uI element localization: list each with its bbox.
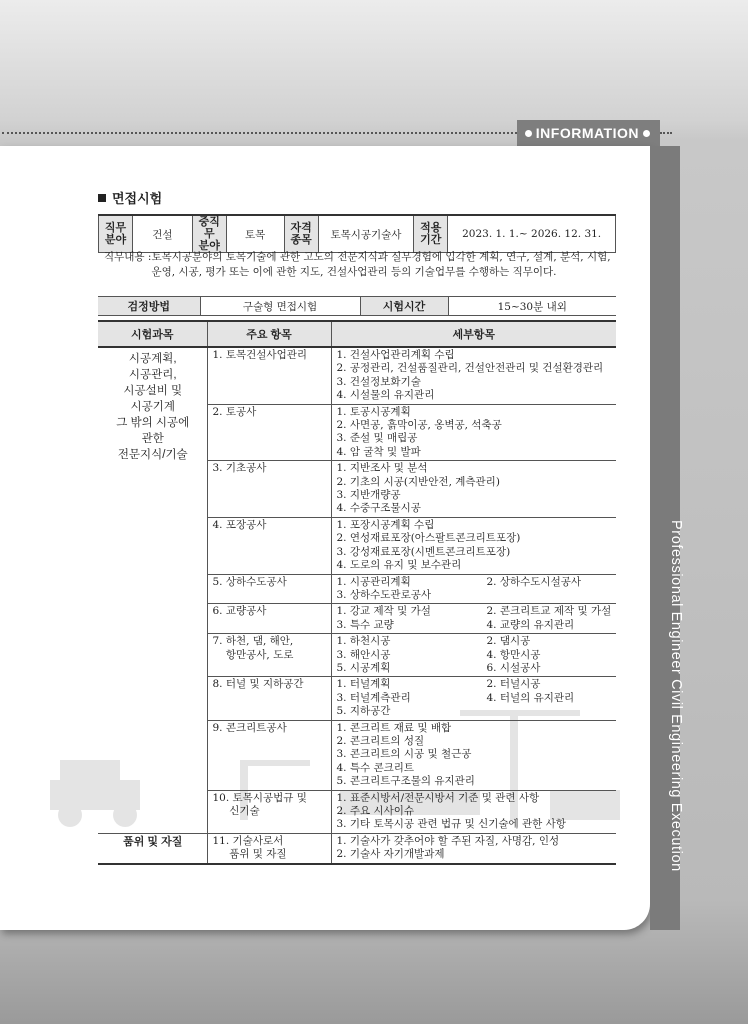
table-row — [98, 347, 616, 404]
detail-item — [487, 705, 613, 718]
subfield-value: 토목 — [226, 215, 284, 253]
subject-cell: 시공계획, 시공관리, 시공설비 및 시공기계 그 밖의 시공에 관한 전문지식/기술 — [98, 347, 207, 833]
detail-item: 1. 하천시공 — [336, 635, 391, 648]
detail-cell — [331, 604, 616, 634]
detail-line — [337, 589, 613, 602]
period-header-text: 적용 기간 — [420, 222, 442, 246]
duty-label: 직무내용 : — [104, 251, 152, 263]
detail-item: 1. 콘크리트 재료 및 배합 — [336, 721, 452, 734]
duty-description — [104, 250, 616, 280]
information-tab — [0, 120, 672, 146]
period-value: 2023. 1. 1.~ 2026. 12. 31. — [448, 215, 616, 253]
detail-item: 2. 주요 시사이슈 — [336, 805, 415, 817]
duty-text: 토목시공분야의 토목기술에 관한 고도의 전문지식과 실무경험에 입각한 계획, 연구, 설계, 분석, 시험, 운영, 시공, 평가 또는 이에 관한 지도, 건설사업관리 등의 기술업무를 수행하는 직무이다. — [151, 251, 611, 278]
detail-item: 2. 터널시공 — [486, 678, 541, 691]
main-item-cell: 5. 상하수도공사 — [207, 574, 331, 604]
detail-cell — [331, 574, 616, 604]
detail-item: 4. 항만시공 — [486, 648, 541, 661]
period-header — [414, 215, 448, 253]
detail-item: 1. 터널계획 — [336, 678, 391, 691]
main-item-cell: 3. 기초공사 — [207, 461, 331, 518]
time-header: 시험시간 — [360, 297, 448, 316]
main-item-cell: 1. 토목건설사업관리 — [207, 347, 331, 404]
field-header-text: 직무 분야 — [104, 222, 127, 246]
detail-cell — [331, 517, 616, 574]
field-value: 건설 — [132, 215, 192, 253]
method-value: 구술형 면접시험 — [200, 297, 360, 316]
detail-item: 3. 지반개량공 — [336, 489, 401, 502]
detail-item: 1. 강교 제작 및 가설 — [336, 605, 431, 618]
dotted-line — [2, 132, 517, 134]
detail-item: 1. 토공시공계획 — [336, 405, 411, 418]
column-header: 세부항목 — [331, 321, 616, 347]
qualification-header-text: 자격 종목 — [290, 222, 312, 246]
detail-item: 1. 건설사업관리계획 수립 — [336, 349, 455, 361]
detail-item: 3. 기타 토목시공 관련 법규 및 신기술에 관한 사항 — [336, 818, 566, 831]
detail-item: 2. 기술사 자기개발과제 — [336, 848, 445, 861]
main-item-cell: 7. 하천, 댐, 해안, 항만공사, 도로 — [207, 634, 331, 677]
main-item-cell: 10. 토목시공법규 및 신기술 — [207, 790, 331, 833]
qualification-header — [284, 215, 318, 253]
detail-item: 2. 사면공, 흙막이공, 옹벽공, 석축공 — [336, 419, 502, 432]
column-header: 주요 항목 — [207, 321, 331, 347]
detail-line — [337, 576, 613, 589]
bullet-icon — [643, 130, 650, 137]
detail-line — [337, 678, 613, 691]
subfield-header — [192, 215, 226, 253]
detail-line — [337, 649, 613, 662]
detail-line — [337, 692, 613, 705]
main-item-cell: 8. 터널 및 지하공간 — [207, 677, 331, 720]
detail-line — [337, 635, 613, 648]
section-title — [98, 188, 162, 207]
detail-item: 1. 포장시공계획 수립 — [336, 518, 435, 531]
qualification-info-table — [98, 214, 616, 253]
detail-item — [487, 589, 613, 602]
information-text: INFORMATION — [535, 125, 639, 141]
detail-cell — [331, 404, 616, 461]
detail-item: 5. 지하공간 — [336, 705, 391, 718]
exam-method-table — [98, 296, 616, 316]
detail-item: 3. 상하수도관로공사 — [336, 588, 431, 601]
detail-item: 2. 연성재료포장(아스팔트콘크리트포장) — [336, 532, 521, 545]
detail-item: 4. 교량의 유지관리 — [486, 618, 575, 631]
main-item-cell: 11. 기술사로서 품위 및 자질 — [207, 833, 331, 863]
column-header: 시험과목 — [98, 321, 207, 347]
detail-item: 1. 지반조사 및 분석 — [336, 462, 428, 475]
subject-cell: 품위 및 자질 — [98, 833, 207, 863]
detail-item: 5. 시공계획 — [336, 661, 391, 674]
qualification-value: 토목시공기술사 — [318, 215, 414, 253]
detail-item: 3. 해안시공 — [336, 648, 391, 661]
detail-item: 3. 터널계측관리 — [336, 691, 411, 704]
bullet-icon — [525, 130, 532, 137]
detail-item: 1. 시공관리계획 — [336, 575, 411, 588]
detail-item: 2. 상하수도시설공사 — [486, 575, 581, 588]
side-caption: Professional Engineer Civil Engineering Execution — [668, 520, 684, 872]
main-item-cell: 6. 교량공사 — [207, 604, 331, 634]
detail-line — [337, 662, 613, 675]
main-item-cell: 4. 포장공사 — [207, 517, 331, 574]
subfield-header-text: 중직무 분야 — [198, 216, 220, 252]
detail-cell — [331, 790, 616, 833]
detail-item: 4. 수중구조물시공 — [336, 502, 421, 515]
detail-item: 2. 댐시공 — [486, 635, 531, 648]
information-label — [517, 120, 660, 146]
detail-cell — [331, 833, 616, 863]
detail-item: 3. 특수 교량 — [336, 618, 394, 631]
detail-line — [337, 619, 613, 632]
detail-line — [337, 605, 613, 618]
detail-cell — [331, 720, 616, 790]
detail-item: 2. 콘크리트교 제작 및 가설 — [486, 605, 612, 618]
square-bullet-icon — [98, 194, 106, 202]
section-title-text: 면접시험 — [112, 191, 163, 206]
method-header: 검정방법 — [98, 297, 200, 316]
field-header — [99, 215, 133, 253]
detail-item: 2. 콘크리트의 성질 — [336, 734, 425, 747]
detail-line — [337, 705, 613, 718]
detail-item: 4. 시설물의 유지관리 — [336, 389, 435, 402]
detail-item: 1. 기술사가 갖추어야 할 주된 자질, 사명감, 인성 — [336, 834, 560, 847]
time-value: 15~30분 내외 — [448, 297, 616, 316]
detail-cell — [331, 347, 616, 404]
exam-items-table — [98, 320, 616, 865]
detail-item: 2. 기초의 시공(지반안전, 계측관리) — [336, 475, 500, 488]
detail-item: 5. 콘크리트구조물의 유지관리 — [336, 775, 475, 788]
main-item-cell: 9. 콘크리트공사 — [207, 720, 331, 790]
detail-item: 3. 콘크리트의 시공 및 철근공 — [336, 748, 472, 761]
detail-cell — [331, 634, 616, 677]
detail-item: 2. 공정관리, 건설품질관리, 건설안전관리 및 건설환경관리 — [336, 362, 604, 375]
detail-item: 6. 시설공사 — [486, 661, 541, 674]
dotted-line-end — [660, 132, 672, 134]
detail-item: 4. 암 굴착 및 발파 — [336, 445, 421, 458]
detail-item: 3. 준설 및 매립공 — [336, 432, 418, 445]
detail-item: 4. 도로의 유지 및 보수관리 — [336, 559, 462, 572]
detail-item: 3. 건설정보화기술 — [336, 375, 421, 388]
detail-item: 3. 강성재료포장(시멘트콘크리트포장) — [336, 545, 511, 558]
detail-item: 4. 터널의 유지관리 — [486, 691, 575, 704]
detail-item: 1. 표준시방서/전문시방서 기준 및 관련 사항 — [336, 791, 540, 804]
detail-item: 4. 특수 콘크리트 — [336, 761, 415, 774]
main-item-cell: 2. 토공사 — [207, 404, 331, 461]
table-row — [98, 833, 616, 863]
detail-cell — [331, 677, 616, 720]
detail-cell — [331, 461, 616, 518]
